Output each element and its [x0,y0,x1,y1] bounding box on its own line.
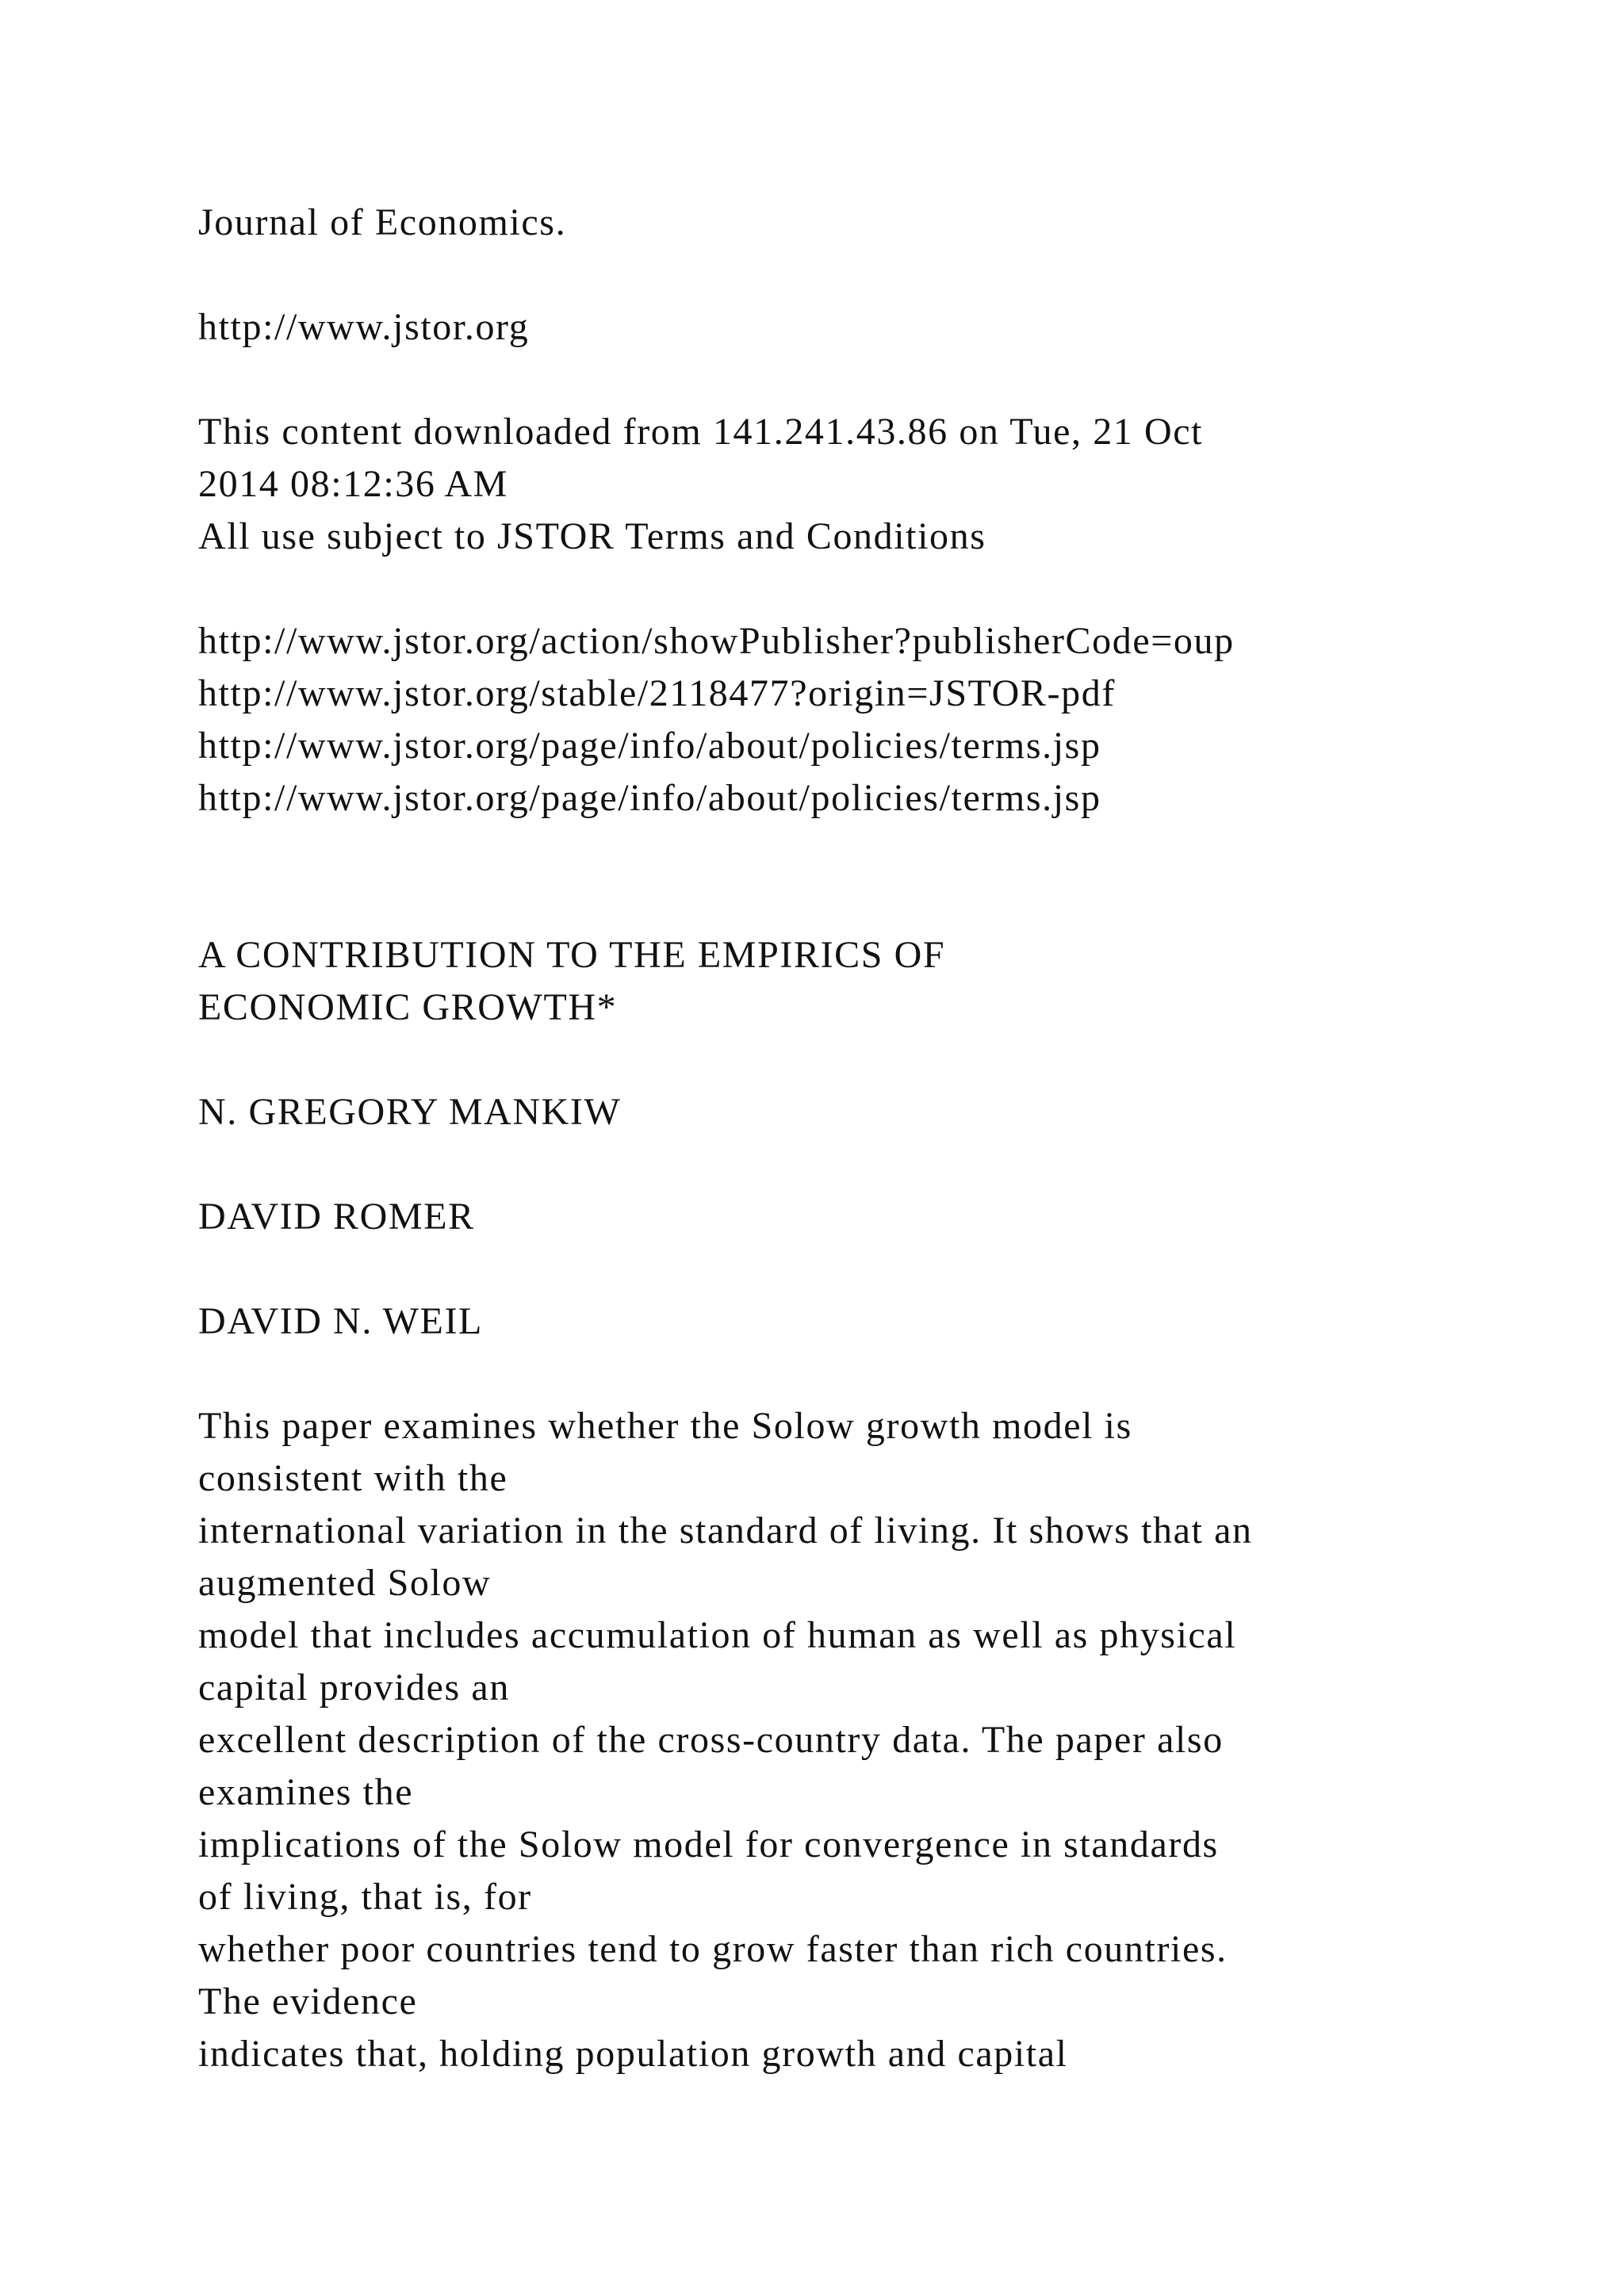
spacer [198,354,1594,406]
abstract-line: implications of the Solow model for convergence in standards [198,1823,1219,1866]
document-page [198,197,1594,2080]
article-title-line-1: A CONTRIBUTION TO THE EMPIRICS OF [198,934,946,976]
abstract-line: international variation in the standard of living. It shows that an [198,1510,1253,1552]
download-line-1: This content downloaded from 141.241.43.86 on Tue, 21 Oct [198,411,1204,453]
jstor-url: http://www.jstor.org [198,306,530,348]
abstract-line: excellent description of the cross-country data. The paper also [198,1719,1224,1761]
journal-line: Journal of Economics. [198,201,567,243]
abstract-line: capital provides an [198,1667,510,1709]
link-terms: http://www.jstor.org/page/info/about/policies/terms.jsp [198,725,1101,767]
download-line-2: 2014 08:12:36 AM [198,463,508,505]
author-3: DAVID N. WEIL [198,1300,483,1342]
spacer [198,1243,1594,1295]
link-publisher: http://www.jstor.org/action/showPublisher?publisherCode=oup [198,620,1235,662]
terms-line: All use subject to JSTOR Terms and Conditions [198,515,986,557]
article-title-line-2: ECONOMIC GROWTH* [198,986,618,1028]
link-terms-2: http://www.jstor.org/page/info/about/policies/terms.jsp [198,777,1101,819]
spacer [198,1348,1594,1400]
spacer [198,825,1594,929]
spacer [198,1138,1594,1191]
author-1: N. GREGORY MANKIW [198,1091,622,1133]
spacer [198,1034,1594,1086]
abstract-line: The evidence [198,1980,418,2022]
abstract-line: consistent with the [198,1457,508,1499]
abstract-line: augmented Solow [198,1562,492,1604]
link-stable: http://www.jstor.org/stable/2118477?origin=JSTOR-pdf [198,672,1116,714]
spacer [198,563,1594,615]
abstract-line: model that includes accumulation of human as well as physical [198,1614,1237,1656]
author-2: DAVID ROMER [198,1196,475,1238]
abstract-line: This paper examines whether the Solow growth model is [198,1405,1132,1447]
abstract-line: examines the [198,1771,414,1813]
abstract-line: indicates that, holding population growth and capital [198,2033,1068,2075]
abstract-line: whether poor countries tend to grow faster than rich countries. [198,1928,1228,1970]
spacer [198,249,1594,301]
abstract-line: of living, that is, for [198,1876,532,1918]
